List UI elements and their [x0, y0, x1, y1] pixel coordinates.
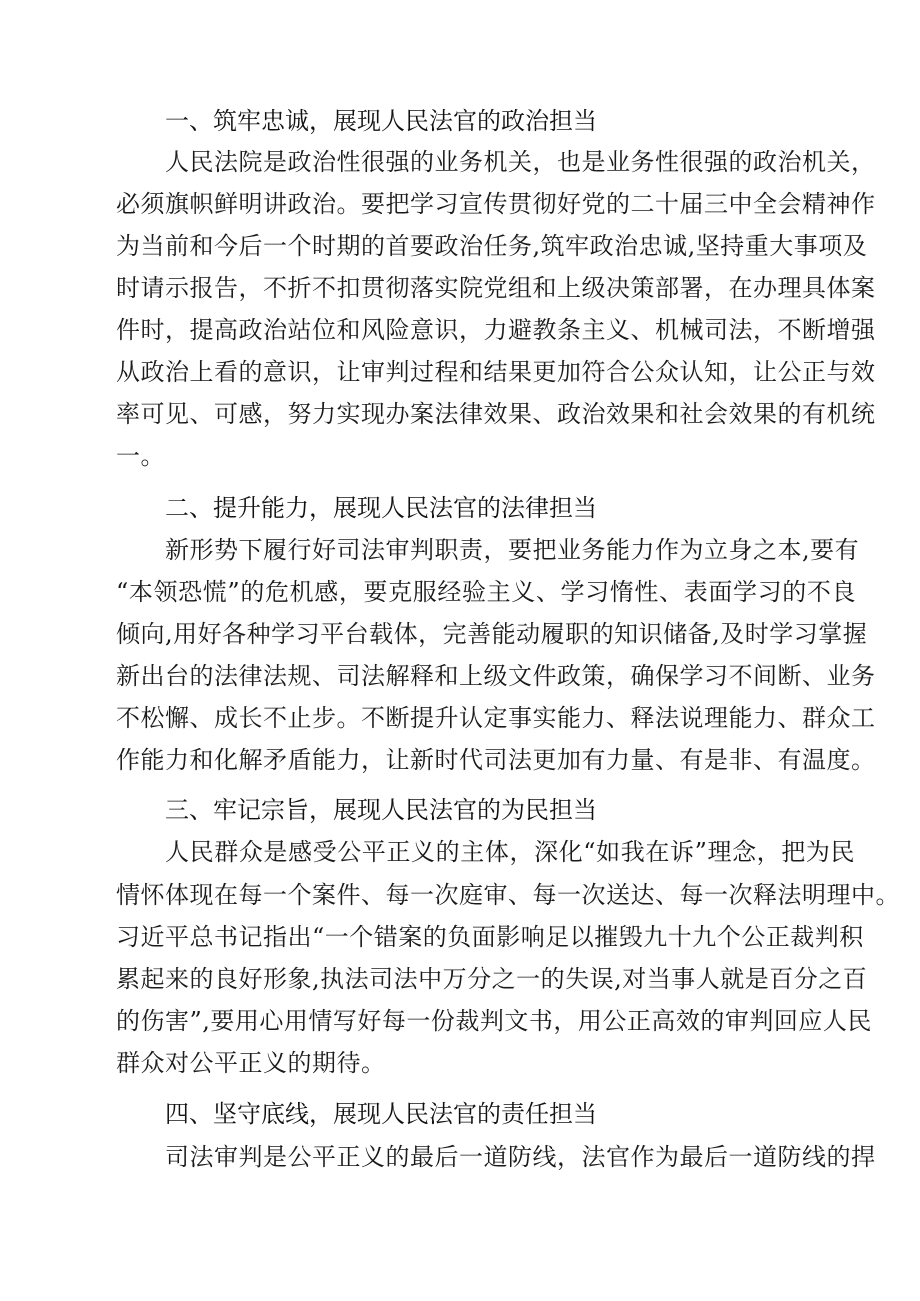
section-2-line-6: 作能力和化解矛盾能力，让新时代司法更加有力量、有是非、有温度。 [116, 746, 876, 774]
section-1-line-1: 人民法院是政治性很强的业务机关，也是业务性很强的政治机关， [165, 148, 876, 176]
section-1-heading: 一、筑牢忠诚，展现人民法官的政治担当 [165, 107, 597, 135]
section-3-heading: 三、牢记宗旨，展现人民法官的为民担当 [165, 796, 597, 824]
section-2-line-4: 新出台的法律法规、司法解释和上级文件政策，确保学习不间断、业务 [116, 662, 876, 690]
section-3-line-5: 的伤害”,要用心用情写好每一份裁判文书，用公正高效的审判回应人民 [116, 1007, 872, 1035]
section-1-line-7: 率可见、可感，努力实现办案法律效果、政治效果和社会效果的有机统 [116, 400, 876, 428]
section-2-line-1: 新形势下履行好司法审判职责，要把业务能力作为立身之本,要有 [165, 536, 860, 564]
section-2-heading: 二、提升能力，展现人民法官的法律担当 [165, 494, 597, 522]
section-3-line-6: 群众对公平正义的期待。 [116, 1049, 386, 1077]
section-1-line-3: 为当前和今后一个时期的首要政治任务,筑牢政治忠诚,坚持重大事项及 [116, 232, 868, 260]
section-2-line-2: “本领恐慌”的危机感，要克服经验主义、学习惰性、表面学习的不良 [116, 578, 856, 606]
section-4-line-1: 司法审判是公平正义的最后一道防线，法官作为最后一道防线的捍 [165, 1143, 876, 1171]
section-2-line-5: 不松懈、成长不止步。不断提升认定事实能力、释法说理能力、群众工 [116, 704, 876, 732]
section-1-line-4: 时请示报告，不折不扣贯彻落实院党组和上级决策部署，在办理具体案 [116, 274, 876, 302]
section-3-line-4: 累起来的良好形象,执法司法中万分之一的失误,对当事人就是百分之百 [116, 965, 868, 993]
section-4-heading: 四、坚守底线，展现人民法官的责任担当 [165, 1100, 597, 1128]
section-2-line-3: 倾向,用好各种学习平台载体，完善能动履职的知识储备,及时学习掌握 [116, 620, 868, 648]
section-1-line-2: 必须旗帜鲜明讲政治。要把学习宣传贯彻好党的二十届三中全会精神作 [116, 190, 876, 218]
section-3-line-2: 情怀体现在每一个案件、每一次庭审、每一次送达、每一次释法明理中。 [116, 881, 900, 909]
section-3-line-1: 人民群众是感受公平正义的主体，深化“如我在诉”理念，把为民 [165, 838, 855, 866]
section-1-line-8: 一。 [116, 442, 165, 470]
section-3-line-3: 习近平总书记指出“一个错案的负面影响足以摧毁九十九个公正裁判积 [116, 923, 864, 951]
section-1-line-6: 从政治上看的意识，让审判过程和结果更加符合公众认知，让公正与效 [116, 358, 876, 386]
section-1-line-5: 件时，提高政治站位和风险意识，力避教条主义、机械司法，不断增强 [116, 316, 876, 344]
